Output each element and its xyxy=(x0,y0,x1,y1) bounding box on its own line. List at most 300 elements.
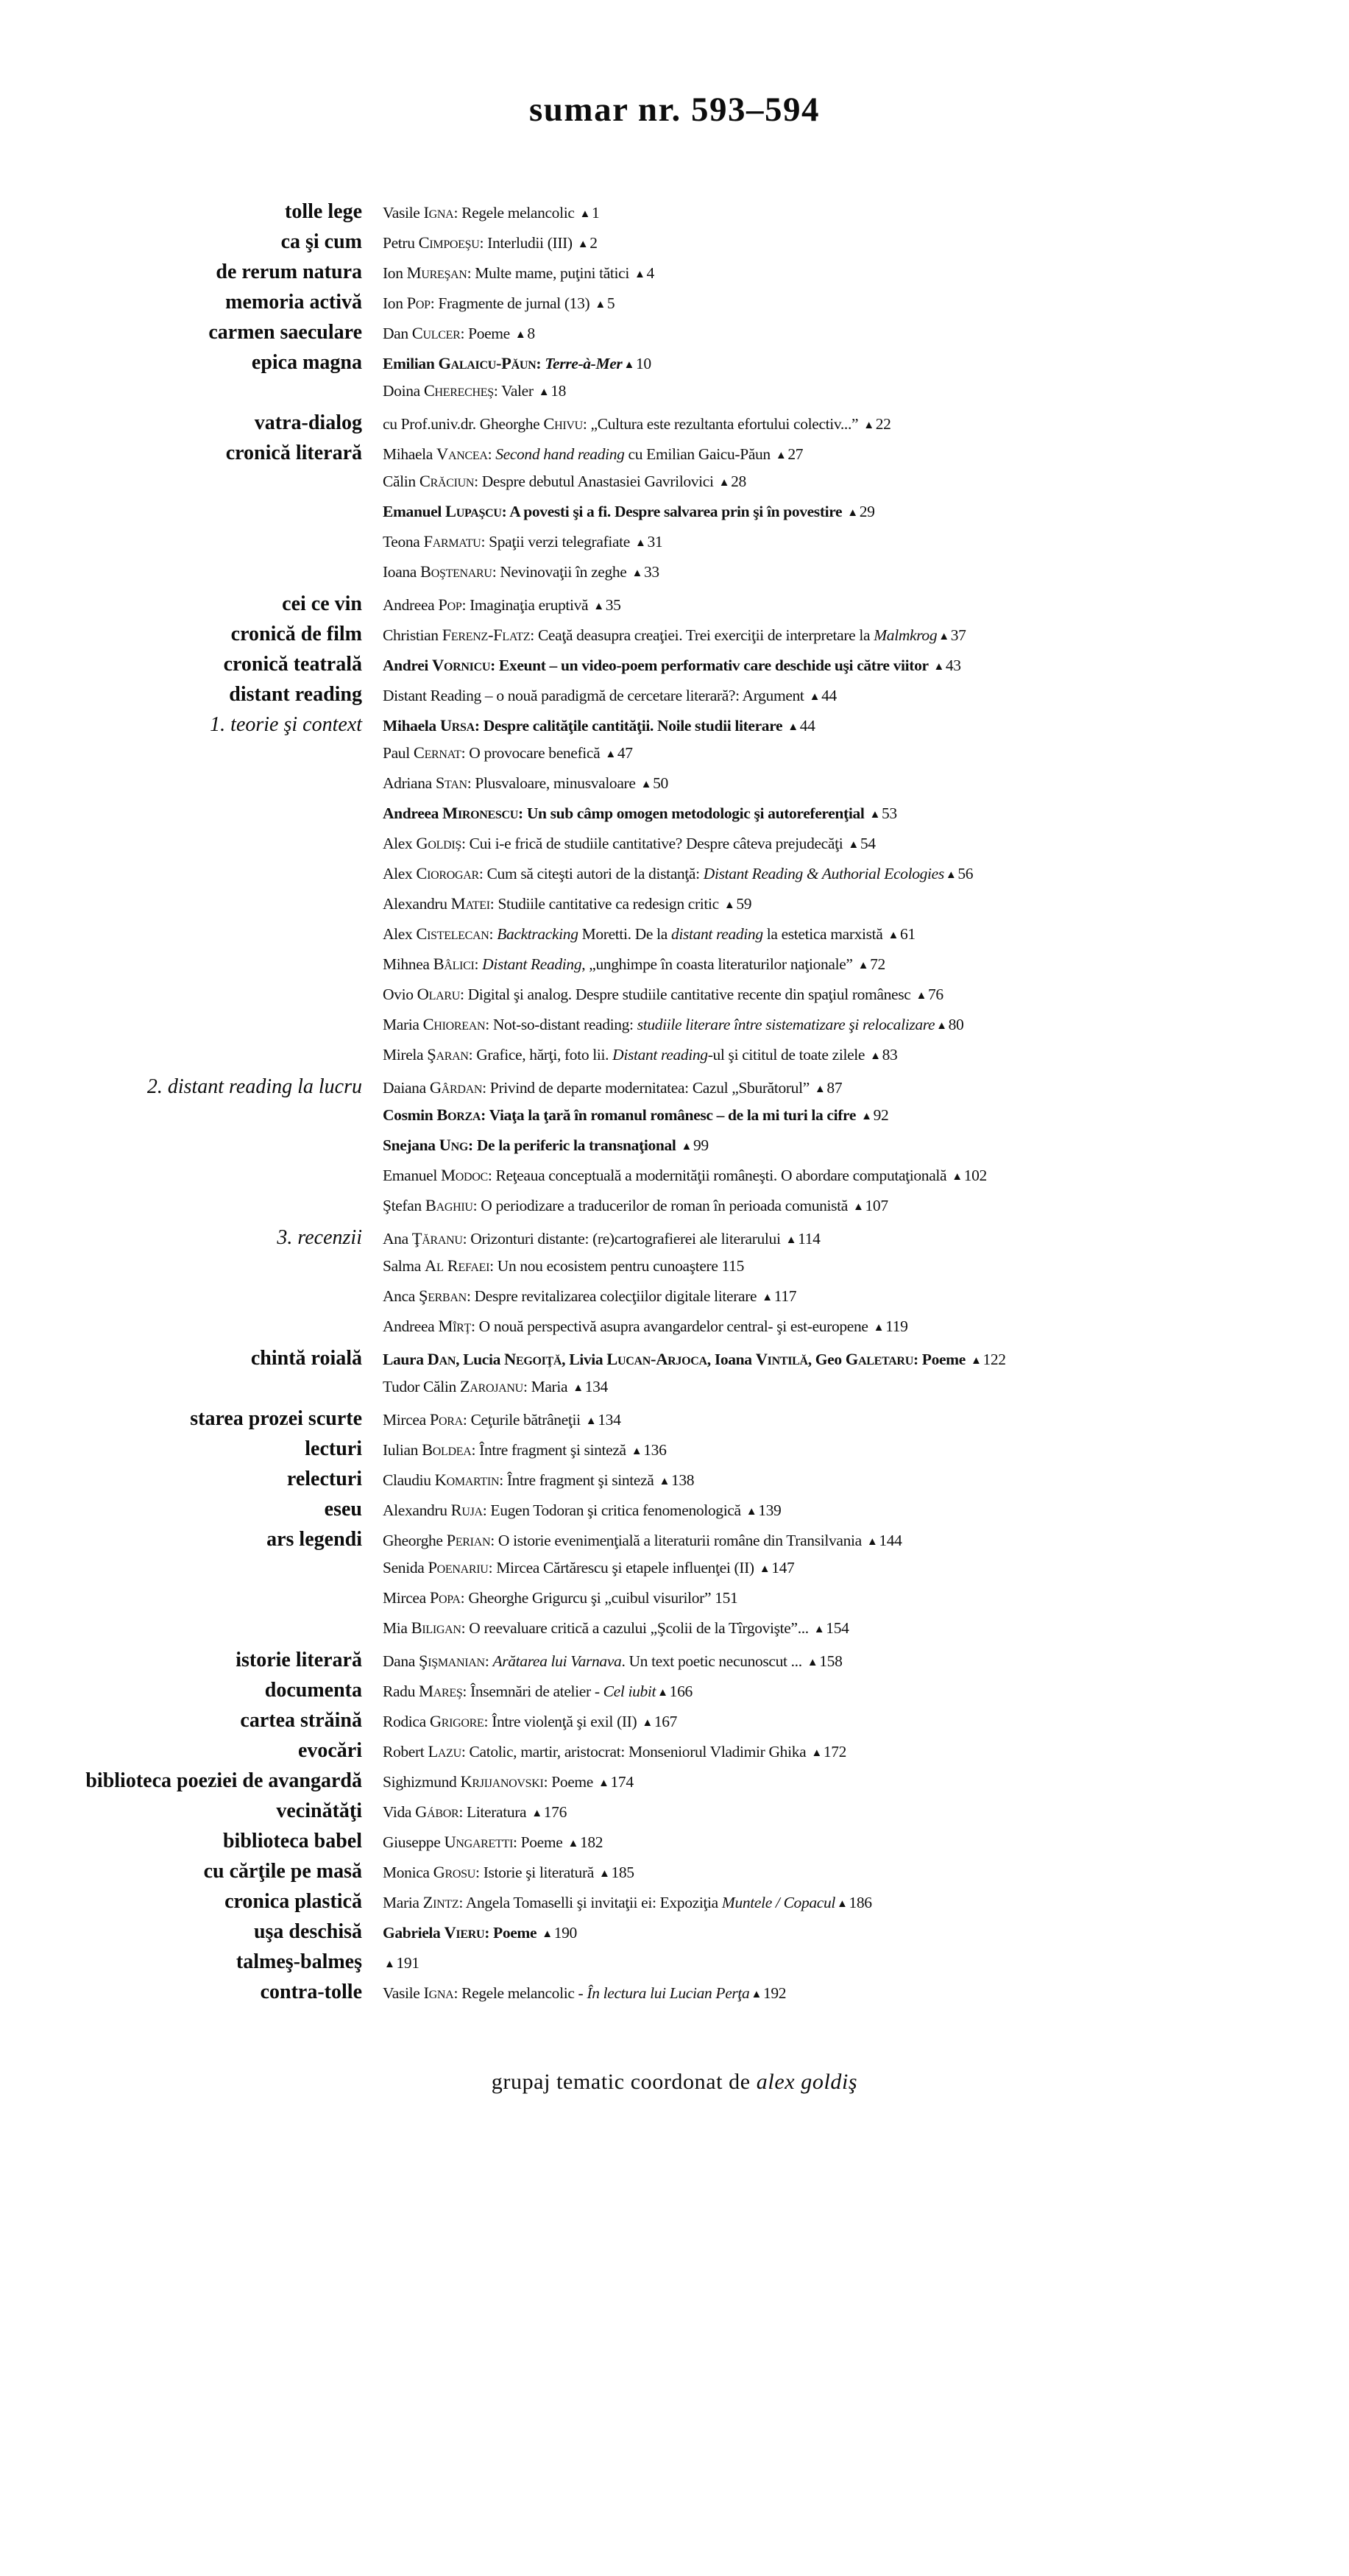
toc-category: cronică literară xyxy=(225,442,362,464)
toc-row xyxy=(0,1499,1349,1529)
toc-entry[interactable] xyxy=(383,896,1349,913)
triangle-marker-icon: ▲ xyxy=(634,269,645,280)
toc-entry[interactable] xyxy=(383,688,1349,704)
toc-entry[interactable] xyxy=(383,926,1349,943)
toc-row xyxy=(0,353,1349,383)
toc-row xyxy=(0,1982,1349,2012)
author-name: Daiana xyxy=(383,1079,430,1097)
toc-entry-text xyxy=(383,1713,640,1730)
toc-entry-text xyxy=(383,626,937,644)
toc-entry[interactable] xyxy=(383,1560,1349,1577)
toc-entry[interactable] xyxy=(383,597,1349,614)
author-surname: Grigore xyxy=(429,1712,484,1730)
toc-entry[interactable] xyxy=(383,446,1349,463)
author-name: Cosmin xyxy=(383,1106,437,1124)
author-name: Mircea xyxy=(383,1411,430,1429)
toc-entry-text xyxy=(383,1167,950,1184)
triangle-marker-icon: ▲ xyxy=(598,1777,609,1789)
author-name: Robert xyxy=(383,1743,428,1761)
toc-entry[interactable] xyxy=(383,1804,1349,1821)
author-name: Mia xyxy=(383,1619,411,1637)
toc-entry-text xyxy=(383,774,640,792)
toc-row xyxy=(0,202,1349,232)
triangle-marker-icon: ▲ xyxy=(577,238,589,250)
author-surname: Gârdan xyxy=(429,1078,483,1097)
toc-category: relecturi xyxy=(286,1468,362,1490)
author-surname: Crăciun xyxy=(419,472,475,490)
toc-row xyxy=(0,1620,1349,1650)
author-name: Ovio xyxy=(383,986,417,1003)
author-name: Rodica xyxy=(383,1713,430,1730)
entry-title: : Despre calităţile cantităţii. Noile studii literare xyxy=(474,717,787,735)
toc-row xyxy=(0,1348,1349,1379)
triangle-marker-icon: ▲ xyxy=(514,329,526,341)
toc-entry[interactable] xyxy=(383,1288,1349,1305)
author-surname: Cernat xyxy=(413,743,461,762)
entry-title: : Valer xyxy=(493,382,537,400)
entry-title-italic: Second hand reading xyxy=(495,445,625,463)
entry-title: : xyxy=(484,1652,493,1670)
toc-entry[interactable] xyxy=(383,986,1349,1003)
entry-title: : Angela Tomaselli şi invitaţii ei: Expoziţia xyxy=(458,1894,722,1911)
author-surname: Perian xyxy=(446,1531,491,1549)
toc-entry[interactable] xyxy=(383,1442,1349,1459)
toc-entry-text xyxy=(383,986,914,1003)
toc-entry[interactable] xyxy=(383,657,1349,674)
toc-entry-text xyxy=(383,1257,722,1275)
author-name: Alexandru xyxy=(383,895,451,913)
toc-entry[interactable] xyxy=(383,1412,1349,1429)
toc-row xyxy=(0,413,1349,443)
toc-entry-text xyxy=(383,382,537,400)
page-number: 76 xyxy=(927,986,943,1003)
entry-title: : Privind de departe modernitatea: Cazul „Sburătorul” xyxy=(482,1079,813,1097)
toc-entry[interactable] xyxy=(383,1834,1349,1851)
page-number: 191 xyxy=(396,1954,419,1972)
toc-row xyxy=(0,866,1349,896)
page-number: 47 xyxy=(617,744,633,762)
toc-entry[interactable] xyxy=(383,1894,1349,1911)
toc-category: eseu xyxy=(324,1498,362,1521)
toc-entry-text xyxy=(383,1136,680,1154)
page-number: 186 xyxy=(849,1894,872,1911)
toc-row xyxy=(0,262,1349,292)
entry-title: : Între fragment şi sinteză xyxy=(471,1441,630,1459)
toc-entry[interactable] xyxy=(383,718,1349,735)
entry-title-italic: Distant Reading & Authorial Ecologies xyxy=(703,865,944,882)
author-surname: Cimpoeşu xyxy=(418,233,480,252)
author-surname: Şişmanian xyxy=(419,1652,485,1670)
toc-entry[interactable] xyxy=(383,564,1349,581)
triangle-marker-icon: ▲ xyxy=(595,299,606,311)
toc-category: talmeş-balmeş xyxy=(236,1950,362,1973)
triangle-marker-icon: ▲ xyxy=(916,990,927,1002)
toc-category: biblioteca poeziei de avangardă xyxy=(85,1769,362,1792)
toc-entry[interactable] xyxy=(383,534,1349,551)
toc-category: cu cărţile pe masă xyxy=(203,1860,362,1883)
entry-title: : Poeme xyxy=(460,325,514,342)
entry-title: : Între violenţă şi exil (II) xyxy=(484,1713,641,1730)
toc-entry[interactable] xyxy=(383,235,1349,252)
page-number: 56 xyxy=(957,865,974,882)
triangle-marker-icon: ▲ xyxy=(573,1382,584,1394)
author-surname: Stan xyxy=(435,774,467,792)
entry-title: : Digital şi analog. Despre studiile cantitative recente din spaţiul românesc xyxy=(459,986,915,1003)
page-number: 122 xyxy=(982,1351,1006,1368)
toc-entry[interactable] xyxy=(383,295,1349,312)
toc-entry[interactable] xyxy=(383,1351,1349,1368)
entry-title: : Istorie şi literatură xyxy=(475,1864,598,1881)
toc-row xyxy=(0,232,1349,262)
toc-entry[interactable] xyxy=(383,205,1349,222)
author-surname: Poenariu xyxy=(428,1558,489,1577)
toc-entry[interactable] xyxy=(383,775,1349,792)
triangle-marker-icon: ▲ xyxy=(598,1868,610,1880)
author-surname: Ungaretti xyxy=(444,1833,513,1851)
author-surname: Cherecheş xyxy=(423,381,494,400)
triangle-marker-icon: ▲ xyxy=(585,1415,597,1427)
toc-entry[interactable] xyxy=(383,1047,1349,1064)
toc-entry-text xyxy=(383,744,603,762)
toc-entry[interactable] xyxy=(383,1590,1349,1607)
author-name: Teona xyxy=(383,533,424,551)
author-name: Ion xyxy=(383,294,407,312)
toc-entry[interactable] xyxy=(383,1107,1349,1124)
toc-category: 1. teorie şi context xyxy=(210,713,362,736)
toc-entry[interactable] xyxy=(383,1744,1349,1761)
triangle-marker-icon: ▲ xyxy=(863,420,874,431)
toc-entry[interactable] xyxy=(383,1956,1349,1972)
toc-category: ca şi cum xyxy=(280,230,362,253)
author-name: Anca xyxy=(383,1287,419,1305)
toc-entry-text xyxy=(383,1559,758,1577)
toc-entry[interactable] xyxy=(383,1985,1349,2002)
toc-category: cei ce vin xyxy=(282,592,362,615)
entry-title-italic: Distant reading xyxy=(612,1046,708,1064)
page-number: 115 xyxy=(721,1257,744,1275)
entry-title-cont: -ul şi cititul de toate zilele xyxy=(707,1046,869,1064)
entry-title: : Poeme xyxy=(512,1833,567,1851)
toc-entry[interactable] xyxy=(383,1137,1349,1154)
entry-title: : Literatura xyxy=(458,1803,531,1821)
toc-row xyxy=(0,1107,1349,1137)
triangle-marker-icon: ▲ xyxy=(538,386,550,398)
author-surname: Grosu xyxy=(433,1863,476,1881)
triangle-marker-icon: ▲ xyxy=(970,1355,982,1367)
toc-row xyxy=(0,1741,1349,1771)
toc-category: documenta xyxy=(264,1679,362,1702)
toc-entry[interactable] xyxy=(383,1472,1349,1489)
toc-category: cronică teatrală xyxy=(223,653,362,676)
author-name: Vida xyxy=(383,1803,416,1821)
toc-entry[interactable] xyxy=(383,1683,1349,1700)
toc-entry-text xyxy=(383,717,786,735)
triangle-marker-icon: ▲ xyxy=(787,721,799,733)
toc-entry[interactable] xyxy=(383,503,1349,520)
toc-row xyxy=(0,292,1349,322)
author-name: Ion xyxy=(383,264,407,282)
toc-row xyxy=(0,835,1349,866)
toc-row xyxy=(0,1197,1349,1228)
toc-entry-text xyxy=(383,1351,969,1368)
triangle-marker-icon: ▲ xyxy=(542,1928,553,1940)
toc-row xyxy=(0,926,1349,956)
author-surname: Pop xyxy=(406,294,431,312)
triangle-marker-icon: ▲ xyxy=(785,1234,797,1246)
toc-entry[interactable] xyxy=(383,416,1349,433)
toc-entry[interactable] xyxy=(383,325,1349,342)
toc-entry[interactable] xyxy=(383,355,1349,372)
author-name: Alex xyxy=(383,835,417,852)
author-surname: Cistelecan xyxy=(416,924,489,943)
toc-entry[interactable] xyxy=(383,383,1349,400)
page-number: 190 xyxy=(553,1924,577,1942)
triangle-marker-icon: ▲ xyxy=(813,1624,825,1635)
page-number: 33 xyxy=(643,563,659,581)
page-number: 144 xyxy=(879,1532,902,1549)
page-number: 80 xyxy=(948,1016,964,1033)
author-name: cu Prof.univ.dr. Gheorghe xyxy=(383,415,544,433)
entry-title-italic-2: distant reading xyxy=(670,925,763,943)
toc-entry-text xyxy=(383,355,622,372)
toc-entry[interactable] xyxy=(383,1318,1349,1335)
author-surname: Igna xyxy=(423,203,454,222)
author-surname: Mîrţ xyxy=(438,1317,471,1335)
author-surname: Vornicu xyxy=(432,656,491,674)
author-surname: Vieru xyxy=(444,1923,485,1942)
triangle-marker-icon: ▲ xyxy=(631,567,642,579)
page-number: 53 xyxy=(882,804,897,822)
author-name: Andreea xyxy=(383,596,439,614)
toc-entry-text xyxy=(383,1924,540,1942)
triangle-marker-icon: ▲ xyxy=(631,1446,642,1457)
entry-title: : Regele melancolic xyxy=(453,204,578,222)
entry-title: : xyxy=(487,445,496,463)
toc-entry[interactable] xyxy=(383,1620,1349,1637)
page-number: 147 xyxy=(771,1559,795,1577)
toc-entry[interactable] xyxy=(383,805,1349,822)
triangle-marker-icon: ▲ xyxy=(642,1717,653,1729)
toc-entry[interactable] xyxy=(383,866,1349,882)
entry-title: : Mircea Cărtărescu şi etapele influenţei (II) xyxy=(488,1559,758,1577)
toc-entry[interactable] xyxy=(383,265,1349,282)
toc-category: cronică de film xyxy=(230,623,362,645)
toc-entry[interactable] xyxy=(383,1864,1349,1881)
footer-coordinator-name: alex goldiş xyxy=(756,2070,858,2094)
author-name: Iulian xyxy=(383,1441,422,1459)
toc-category: 3. recenzii xyxy=(277,1226,362,1249)
toc-entry[interactable] xyxy=(383,1016,1349,1033)
entry-title-italic: studiile literare între sistematizare şi relocalizare xyxy=(637,1016,935,1033)
toc-row xyxy=(0,1077,1349,1107)
toc-entry[interactable] xyxy=(383,1258,1349,1275)
triangle-marker-icon: ▲ xyxy=(659,1476,670,1487)
author-name: Maria xyxy=(383,1894,423,1911)
author-name: Paul xyxy=(383,744,414,762)
toc-entry[interactable] xyxy=(383,1713,1349,1730)
toc-row xyxy=(0,1409,1349,1439)
author-name: Ştefan xyxy=(383,1197,425,1214)
author-surname: Igna xyxy=(423,1984,454,2002)
triangle-marker-icon: ▲ xyxy=(952,1171,963,1183)
toc-entry[interactable] xyxy=(383,1925,1349,1942)
toc-entry-text xyxy=(383,687,808,704)
toc-entry-text xyxy=(383,264,633,282)
page-number: 83 xyxy=(882,1046,898,1064)
entry-title-italic: Terre-à-Mer xyxy=(545,355,623,372)
toc-entry-text xyxy=(383,1652,806,1670)
author-surname: Pop xyxy=(438,595,462,614)
toc-entry[interactable] xyxy=(383,835,1349,852)
author-name: Sighizmund xyxy=(383,1773,461,1791)
entry-title: : De la periferic la transnaţional xyxy=(468,1136,680,1154)
entry-title-italic: Arătarea lui Varnava xyxy=(492,1652,622,1670)
page-number: 185 xyxy=(611,1864,634,1881)
toc-entry-text xyxy=(383,204,578,222)
toc-entry[interactable] xyxy=(383,473,1349,490)
toc-row xyxy=(0,1258,1349,1288)
entry-title: : Maria xyxy=(523,1378,572,1395)
toc-row xyxy=(0,503,1349,534)
triangle-marker-icon: ▲ xyxy=(888,930,899,941)
triangle-marker-icon: ▲ xyxy=(853,1201,864,1213)
toc-entry-text xyxy=(383,503,846,520)
triangle-marker-icon: ▲ xyxy=(836,1898,848,1910)
author-surname: Ruja xyxy=(450,1501,483,1519)
entry-title: : Eugen Todoran şi critica fenomenologică xyxy=(482,1501,745,1519)
toc-entry-text xyxy=(383,1106,860,1124)
toc-row xyxy=(0,443,1349,473)
author-surname: Galaicu-Păun xyxy=(438,354,537,372)
toc-category: lecturi xyxy=(305,1437,362,1460)
toc-row xyxy=(0,1228,1349,1258)
entry-title-cont: Moretti. De la xyxy=(578,925,671,943)
table-of-contents xyxy=(0,202,1349,2012)
toc-row xyxy=(0,1167,1349,1197)
toc-entry[interactable] xyxy=(383,1379,1349,1395)
page-number: 1 xyxy=(592,204,600,222)
toc-entry[interactable] xyxy=(383,1080,1349,1097)
author-surname: Dan xyxy=(427,1350,456,1368)
entry-title: : Gheorghe Grigurcu şi „cuibul visurilor” xyxy=(460,1589,715,1607)
toc-entry[interactable] xyxy=(383,1197,1349,1214)
author-surname: Ferenz-Flatz xyxy=(442,626,531,644)
triangle-marker-icon: ▲ xyxy=(870,1050,881,1062)
triangle-marker-icon: ▲ xyxy=(936,1020,947,1032)
author-name: Petru xyxy=(383,234,419,252)
toc-entry[interactable] xyxy=(383,745,1349,762)
author-name: Ana xyxy=(383,1230,412,1248)
page-number: 28 xyxy=(731,473,746,490)
entry-authors-list: Lucia Negoiţă, Livia Lucan-Arjoca, Ioana Vintilă, Geo Galetaru: Poeme xyxy=(463,1350,969,1368)
toc-entry-text xyxy=(383,1589,715,1607)
entry-title: : O nouă perspectivă asupra avangardelor central- şi est-europene xyxy=(470,1317,872,1335)
triangle-marker-icon: ▲ xyxy=(384,1958,395,1970)
toc-entry-text xyxy=(383,473,718,490)
toc-row xyxy=(0,1650,1349,1680)
author-surname: Modoc xyxy=(441,1166,488,1184)
page-number: 134 xyxy=(598,1411,621,1429)
triangle-marker-icon: ▲ xyxy=(857,960,869,972)
toc-entry-text xyxy=(383,804,868,822)
toc-row xyxy=(0,1137,1349,1167)
page-number: 18 xyxy=(550,382,567,400)
toc-entry-text xyxy=(383,1682,656,1700)
toc-entry[interactable] xyxy=(383,1774,1349,1791)
toc-entry[interactable] xyxy=(383,1502,1349,1519)
toc-category: epica magna xyxy=(251,351,362,374)
entry-title: : A povesti şi a fi. Despre salvarea prin şi în povestire xyxy=(501,503,846,520)
toc-entry-text xyxy=(383,925,887,943)
toc-row xyxy=(0,1047,1349,1077)
entry-title-italic: Malmkrog xyxy=(874,626,938,644)
entry-title: : Nevinovaţii în zeghe xyxy=(492,563,631,581)
triangle-marker-icon: ▲ xyxy=(775,450,787,461)
author-surname: Baghiu xyxy=(425,1196,473,1214)
author-surname: Zarojanu xyxy=(459,1377,523,1395)
toc-entry[interactable] xyxy=(383,1653,1349,1670)
author-surname: Mareş xyxy=(419,1682,463,1700)
entry-title: : Not-so-distant reading: xyxy=(485,1016,637,1033)
toc-category: cartea străină xyxy=(240,1709,362,1732)
toc-entry-text xyxy=(383,1864,598,1881)
toc-entry-text xyxy=(383,596,592,614)
toc-entry[interactable] xyxy=(383,1167,1349,1184)
entry-title-cont: . Un text poetic necunoscut ... xyxy=(621,1652,806,1670)
toc-entry-text xyxy=(383,1378,571,1395)
page-number: 2 xyxy=(589,234,598,252)
author-name: Senida xyxy=(383,1559,428,1577)
toc-row xyxy=(0,1922,1349,1952)
entry-title: : O provocare benefică xyxy=(461,744,604,762)
entry-title: : xyxy=(536,355,545,372)
author-name: Gheorghe xyxy=(383,1532,447,1549)
author-surname: Culcer xyxy=(411,324,461,342)
toc-entry-text xyxy=(383,1079,813,1097)
author-name: Maria xyxy=(383,1016,423,1033)
toc-category: starea prozei scurte xyxy=(190,1407,362,1430)
page-number: 107 xyxy=(865,1197,888,1214)
author-surname: Farmatu xyxy=(423,532,481,551)
toc-category: vatra-dialog xyxy=(254,411,362,434)
page-number: 99 xyxy=(693,1136,709,1154)
triangle-marker-icon: ▲ xyxy=(634,537,646,549)
toc-entry[interactable] xyxy=(383,956,1349,973)
toc-entry[interactable] xyxy=(383,1532,1349,1549)
author-name: Mihnea xyxy=(383,955,433,973)
author-surname: Ciorogar xyxy=(416,864,479,882)
toc-entry-text xyxy=(383,1773,597,1791)
page-number: 4 xyxy=(646,264,654,282)
entry-title: : Poeme xyxy=(543,1773,598,1791)
entry-title: , xyxy=(456,1351,464,1368)
page-number: 10 xyxy=(635,355,651,372)
entry-title: : Imaginaţia eruptivă xyxy=(461,596,592,614)
page-number: 5 xyxy=(606,294,615,312)
toc-entry-text xyxy=(383,325,514,342)
toc-entry-text xyxy=(383,234,576,252)
page-title: sumar nr. 593–594 xyxy=(528,91,821,129)
page-number: 182 xyxy=(579,1833,603,1851)
page-number: 35 xyxy=(605,596,621,614)
author-surname: Goldiş xyxy=(416,834,461,852)
entry-title: : Exeunt – un video-poem performativ care deschide uşi către viitor xyxy=(490,657,932,674)
toc-entry[interactable] xyxy=(383,627,1349,644)
entry-title: : Un sub câmp omogen metodologic şi autoreferenţial xyxy=(518,804,868,822)
page-number: 102 xyxy=(963,1167,987,1184)
author-surname: Boldea xyxy=(422,1440,472,1459)
toc-entry[interactable] xyxy=(383,1231,1349,1248)
